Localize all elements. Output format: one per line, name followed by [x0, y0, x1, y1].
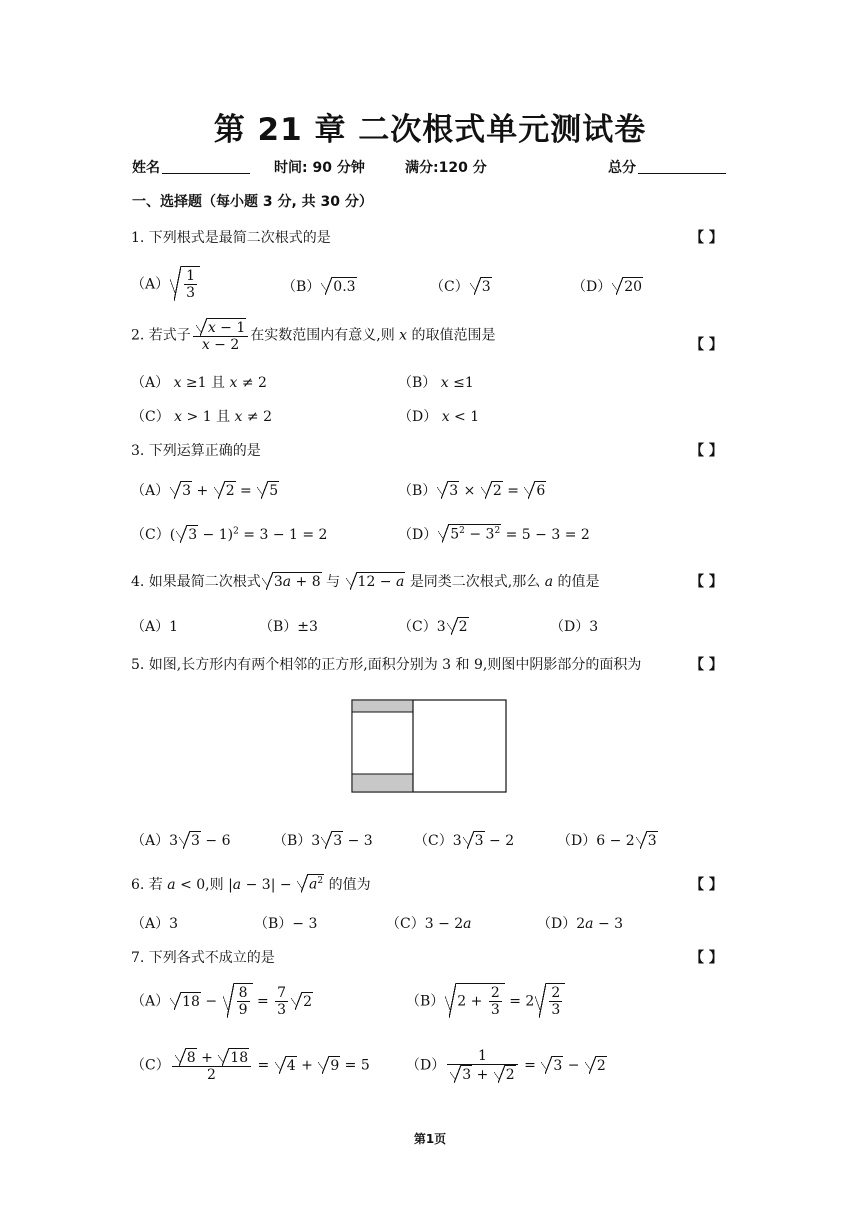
shaded-top: [352, 700, 413, 712]
q4-answer-bracket: 【 】: [690, 574, 723, 590]
q4-option-b: （B）±3: [259, 619, 318, 635]
q3-option-d: （D） $5^2 - 3^2 = 5 - 3 = 2$: [398, 526, 590, 543]
q7-stem: 7. 下列各式不成立的是: [131, 950, 275, 966]
q4-option-d: （D）3: [550, 619, 599, 635]
name-label: 姓名: [132, 160, 160, 176]
q1-answer-bracket: 【 】: [690, 230, 723, 246]
q5-option-d: （D）6 − 2 3: [557, 833, 657, 849]
rectangle-squares-figure: [350, 698, 510, 794]
q1-stem: 1. 下列根式是最简二次根式的是: [131, 230, 331, 246]
q3-option-b: （B） 3 × 2 = 6: [398, 483, 546, 499]
q5-option-c: （C）3 3 − 2: [414, 833, 515, 849]
q3-stem: 3. 下列运算正确的是: [131, 443, 261, 459]
q4-option-a: （A）1: [131, 619, 179, 635]
q1-option-d: （D） 20: [572, 279, 643, 295]
full-score-label: 满分:120 分: [405, 160, 487, 176]
q2-option-d: （D） x < 1: [398, 409, 480, 425]
q6-option-d: （D）2a − 3: [537, 916, 624, 932]
shaded-bottom: [352, 774, 413, 792]
q7-option-a: （A） 18 − $\frac{8}{9}$ = $\frac{7}{3}$ 2: [131, 985, 312, 1019]
total-label: 总分: [608, 160, 636, 176]
q6-option-a: （A）3: [131, 916, 179, 932]
q5-stem: 5. 如图,长方形内有两个相邻的正方形,面积分别为 3 和 9,则图中阴影部分的面积为: [131, 657, 642, 673]
q7-option-d: （D） $\frac{1}{3 + 2}$ = 3 − 2: [406, 1048, 606, 1084]
total-blank: [638, 159, 726, 174]
q5-answer-bracket: 【 】: [690, 657, 723, 673]
q3-answer-bracket: 【 】: [690, 443, 723, 459]
name-field: [132, 157, 250, 177]
q5-option-a: （A）3 3 − 6: [131, 833, 231, 849]
q1-option-a: （A） $\frac{1}{3}$: [131, 266, 200, 301]
q1-option-b: （B） 0.3: [282, 279, 356, 295]
q2-option-a: （A） x ≥1 且 x ≠ 2: [131, 375, 267, 391]
q7-option-c: （C） $\frac{8 + 18}{2}$ = 4 + 9 = 5: [131, 1050, 370, 1084]
q2-option-c: （C） x > 1 且 x ≠ 2: [131, 409, 272, 425]
q4-option-c: （C）3 2: [398, 619, 468, 635]
q7-answer-bracket: 【 】: [690, 950, 723, 966]
time-label: 时间: 90 分钟: [274, 160, 365, 176]
page-title: 第 21 章 二次根式单元测试卷: [213, 112, 647, 148]
q2-stem: 2. 若式子 $\frac{x - 1}{x - 2}$ 在实数范围内有意义,则 x 的取值范围是: [131, 320, 496, 354]
q3-option-c: （C）( 3 − 1)$^2$ = 3 − 1 = 2: [131, 526, 328, 543]
q6-answer-bracket: 【 】: [690, 877, 723, 893]
q6-option-b: （B）− 3: [254, 916, 318, 932]
q2-option-b: （B） x ≤1: [398, 375, 474, 391]
section-heading: 一、选择题（每小题 3 分, 共 30 分）: [132, 194, 373, 210]
small-square: [352, 712, 413, 774]
q3-option-a: （A） 3 + 2 = 5: [131, 483, 279, 499]
total-field: [608, 157, 726, 177]
page-number: 第1页: [413, 1132, 447, 1146]
q5-option-b: （B）3 3 − 3: [273, 833, 373, 849]
q6-stem: 6. 若 a < 0,则 $|a - 3| - a^2$ 的值为: [131, 876, 371, 893]
name-blank: [162, 159, 250, 174]
q2-answer-bracket: 【 】: [690, 337, 723, 353]
q6-option-c: （C）3 − 2a: [386, 916, 472, 932]
q1-option-c: （C） 3: [430, 279, 491, 295]
q7-option-b: （B） 2 + $\frac{2}{3}$ = 2 $\frac{2}{3}$: [406, 983, 565, 1018]
q4-stem: 4. 如果最简二次根式 3a + 8 与 12 − a 是同类二次根式,那么 a 的值是: [131, 574, 600, 590]
